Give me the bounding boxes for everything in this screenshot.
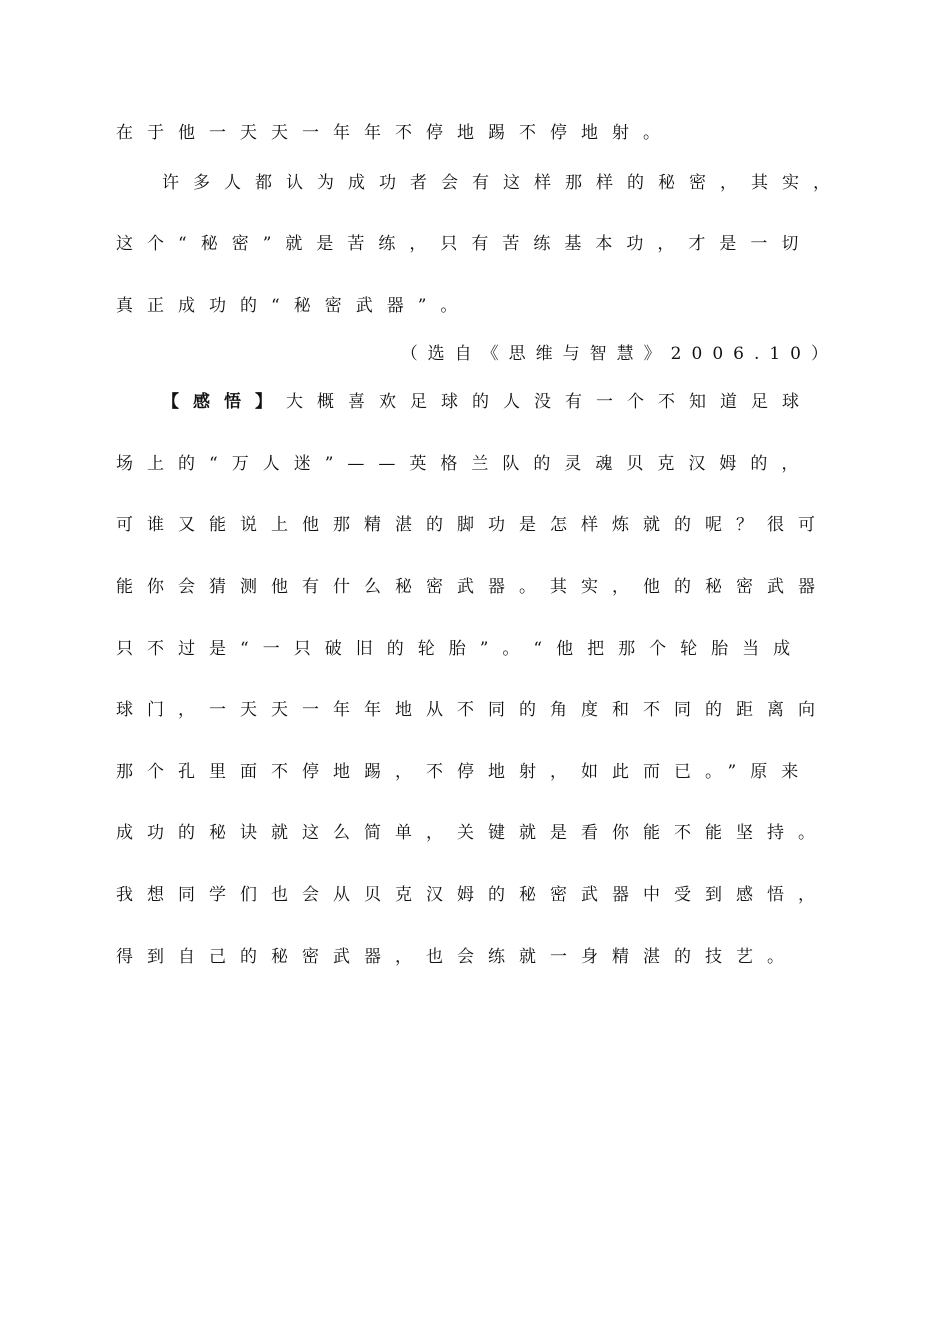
reflection-line: 能你会猜测他有什么秘密武器。其实，他的秘密武器 [116, 577, 829, 597]
story-line: 这个“秘密”就是苦练，只有苦练基本功，才是一切 [116, 234, 813, 254]
reflection-line: 成功的秘诀就这么简单，关键就是看你能不能坚持。 [116, 823, 829, 843]
reflection-heading: 【感悟】 [162, 392, 286, 412]
reflection-line: 得到自己的秘密武器，也会练就一身精湛的技艺。 [116, 947, 798, 967]
story-line: 真正成功的“秘密武器”。 [116, 296, 472, 316]
reflection-line: 我想同学们也会从贝克汉姆的秘密武器中受到感悟， [116, 885, 829, 905]
reflection-line: 球门，一天天一年年地从不同的角度和不同的距离向 [116, 700, 829, 720]
reflection-line: 场上的“万人迷”——英格兰队的灵魂贝克汉姆的， [116, 454, 813, 474]
reflection-line: 可谁又能说上他那精湛的脚功是怎样炼就的呢？很可 [116, 515, 829, 535]
reflection-line: 那个孔里面不停地踢，不停地射，如此而已。”原来 [116, 762, 813, 782]
reflection-line: 大概喜欢足球的人没有一个不知道足球 [286, 392, 813, 412]
story-line: 在于他一天天一年年不停地踢不停地射。 [116, 123, 674, 143]
story-line: 许多人都认为成功者会有这样那样的秘密，其实， [162, 173, 844, 193]
reflection-first-line [162, 390, 882, 414]
reflection-line: 只不过是“一只破旧的轮胎”。“他把那个轮胎当成 [116, 639, 805, 659]
source-citation: （选自《思维与智慧》2006.10） [400, 344, 838, 364]
